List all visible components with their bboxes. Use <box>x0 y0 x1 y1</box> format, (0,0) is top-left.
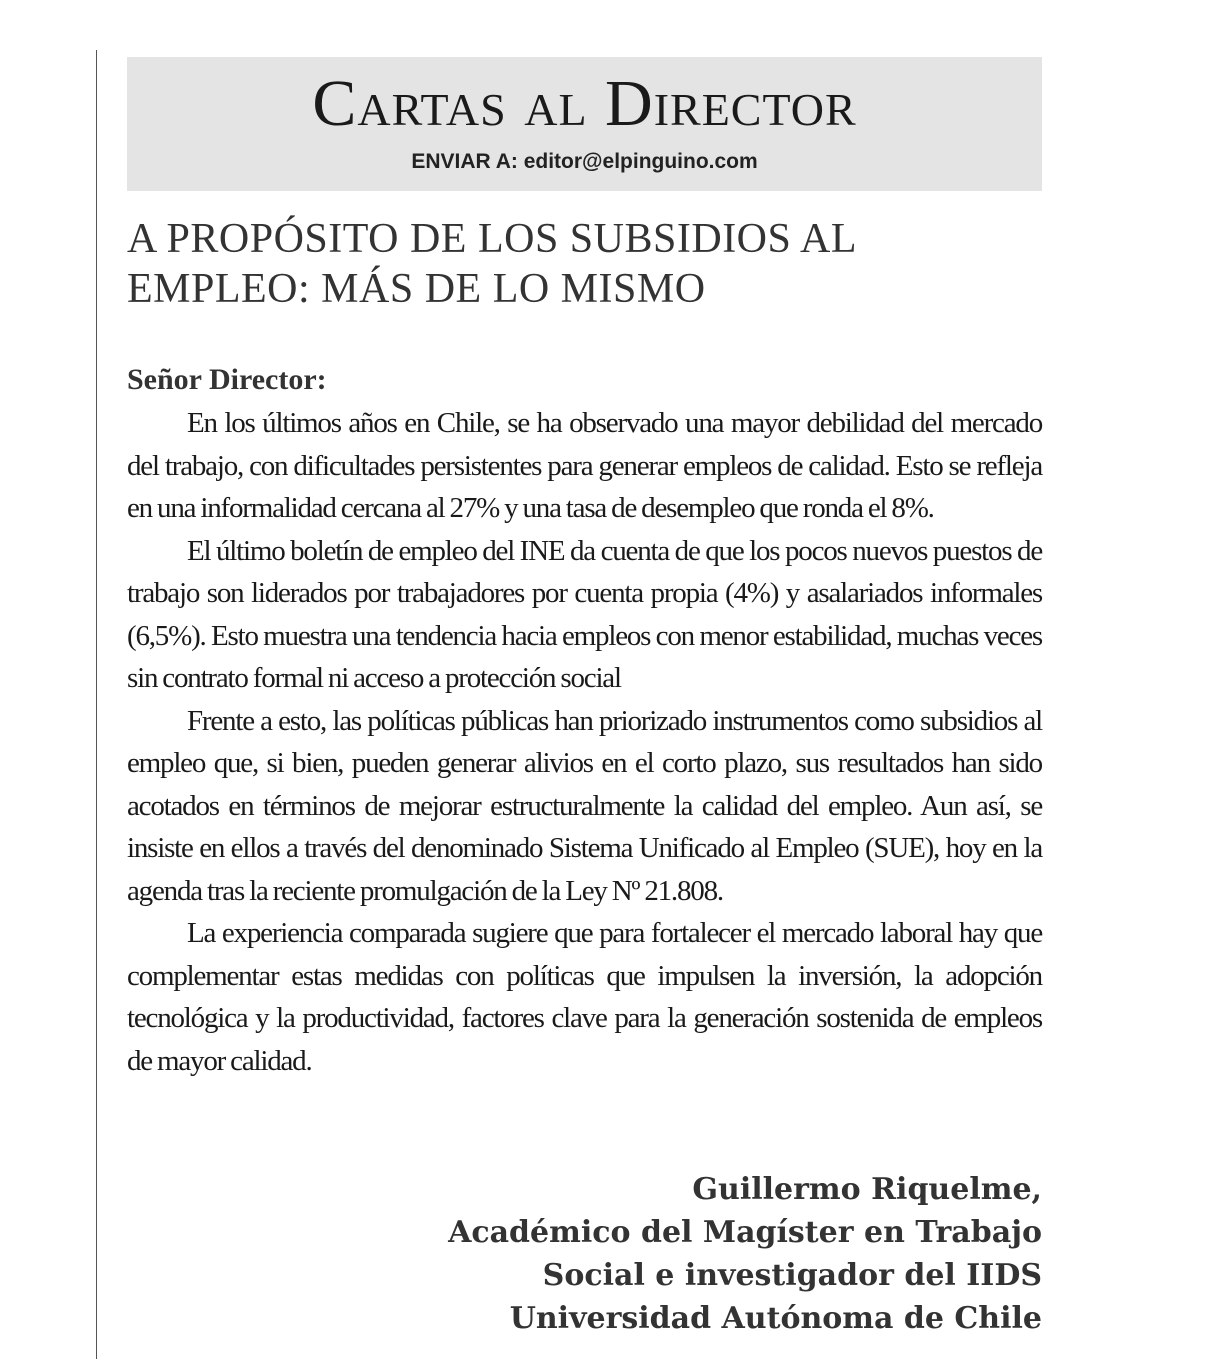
body-paragraph: En los últimos años en Chile, se ha observado una mayor debilidad del mercado del trabajo, con dificultades persistentes para generar empleos de calidad. Esto se refleja en una informalidad cercana al 27% y una tasa de desempleo que ronda el 8%. <box>127 407 1042 524</box>
salutation: Señor Director: <box>127 363 327 396</box>
headline-line-1: A PROPÓSITO DE LOS SUBSIDIOS AL <box>127 216 858 262</box>
body-paragraph: Frente a esto, las políticas públicas han priorizado instrumentos como subsidios al empleo que, si bien, pueden generar alivios en el corto plazo, sus resultados han sido acotados en términos de mejorar estructuralmente la calidad del empleo. Aun así, se insiste en ellos a través del denominado Sistema Unificado al Empleo (SUE), hoy en la agenda tras la reciente promulgación de la Ley Nº 21.808. <box>127 704 1042 907</box>
signature-title-line: Académico del Magíster en Trabajo <box>448 1215 1042 1250</box>
signature-block <box>448 1168 1042 1340</box>
body-paragraph: La experiencia comparada sugiere que para fortalecer el mercado laboral hay que complementar estas medidas con políticas que impulsen la inversión, la adopción tecnológica y la productividad, factores clave para la generación sostenida de empleos de mayor calidad. <box>127 917 1042 1077</box>
signature-title-line: Social e investigador del IIDS <box>542 1258 1042 1293</box>
letter-body <box>127 402 1042 1082</box>
headline-line-2: EMPLEO: MÁS DE LO MISMO <box>127 266 706 312</box>
signature-author: Guillermo Riquelme, <box>692 1172 1042 1207</box>
section-title: Cartas al Director <box>312 67 857 140</box>
signature-institution: Universidad Autónoma de Chile <box>509 1301 1042 1336</box>
section-header <box>127 57 1042 191</box>
send-to-email: ENVIAR A: editor@elpinguino.com <box>411 150 758 173</box>
column-divider <box>96 50 97 1359</box>
body-paragraph: El último boletín de empleo del INE da cuenta de que los pocos nuevos puestos de trabajo son liderados por trabajadores por cuenta propia (4%) y asalariados informales (6,5%). Esto muestra una tendencia hacia empleos con menor estabilidad, muchas veces sin contrato formal ni acceso a protección social <box>127 534 1042 694</box>
letter-headline <box>127 214 1042 314</box>
